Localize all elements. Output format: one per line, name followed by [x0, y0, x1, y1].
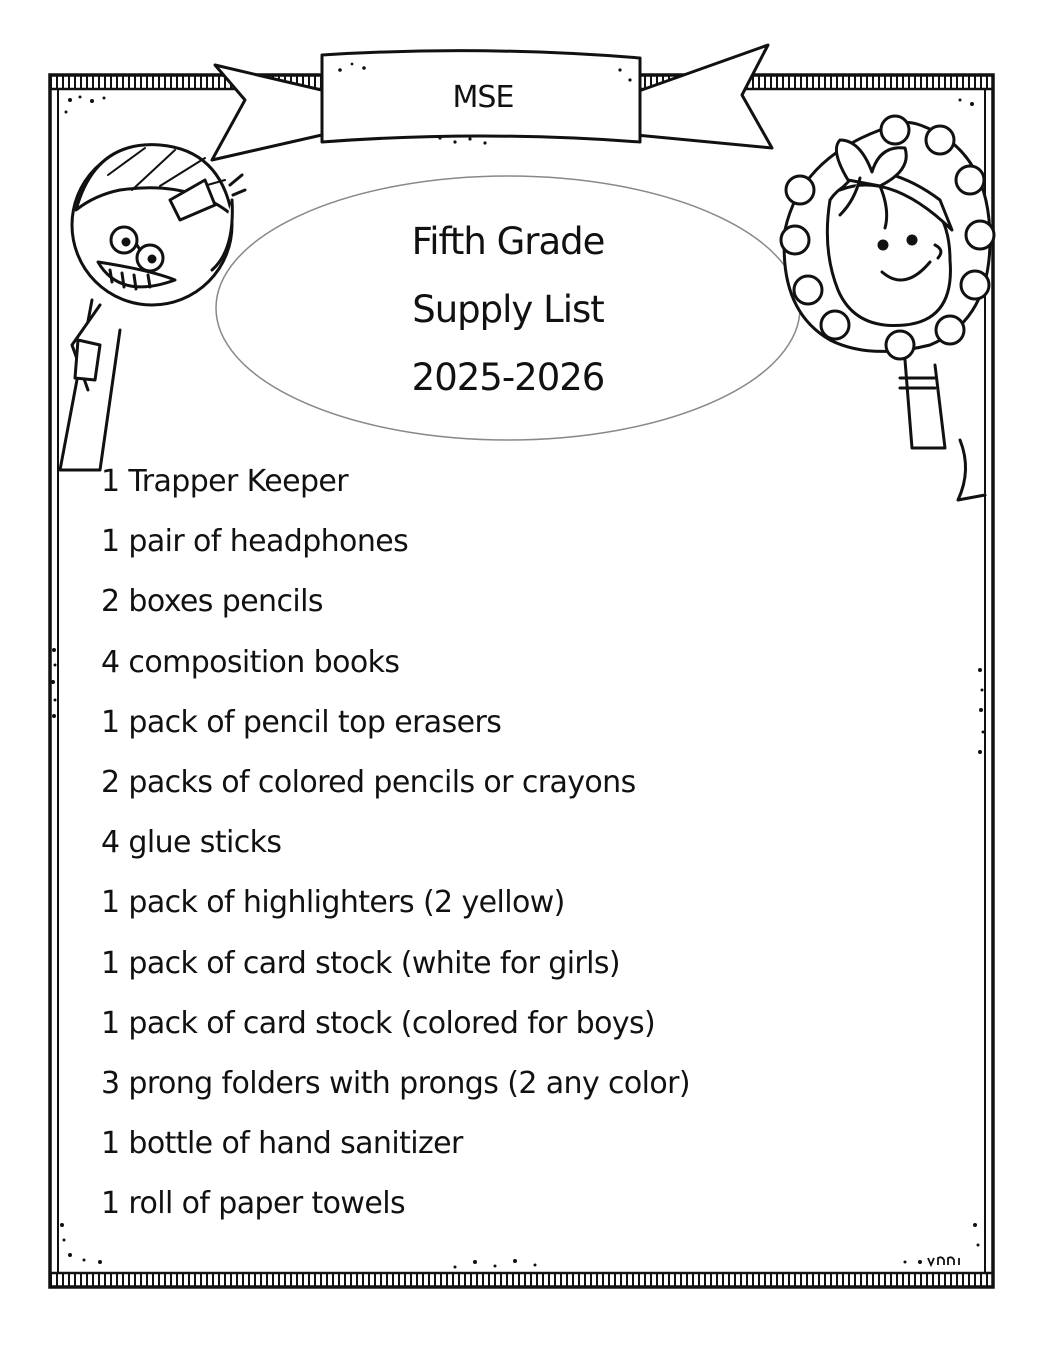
- list-item: 1 pack of card stock (white for girls): [101, 945, 621, 981]
- list-item: 1 bottle of hand sanitizer: [101, 1126, 463, 1162]
- girl-with-bow-illustration: [781, 116, 994, 500]
- title-grade: Fifth Grade: [411, 220, 605, 263]
- list-item: 1 Trapper Keeper: [101, 464, 348, 499]
- list-item: 1 pack of card stock (colored for boys): [101, 1005, 656, 1041]
- list-item: 1 roll of paper towels: [101, 1186, 405, 1222]
- list-item: 2 boxes pencils: [101, 584, 323, 620]
- list-item: 4 glue sticks: [101, 825, 282, 861]
- list-item: 2 packs of colored pencils or crayons: [101, 764, 636, 800]
- title-supply-list: Supply List: [412, 288, 604, 331]
- list-item: 1 pair of headphones: [101, 524, 409, 560]
- list-item: 4 composition books: [101, 644, 400, 680]
- banner-label: MSE: [452, 80, 514, 115]
- list-item: 1 pack of highlighters (2 yellow): [101, 885, 565, 921]
- list-item: 1 pack of pencil top erasers: [101, 704, 502, 740]
- list-item: 3 prong folders with prongs (2 any color): [101, 1065, 691, 1101]
- supply-list: [101, 452, 690, 1234]
- artist-mark: [928, 1257, 959, 1265]
- title-school-year: 2025-2026: [411, 356, 605, 399]
